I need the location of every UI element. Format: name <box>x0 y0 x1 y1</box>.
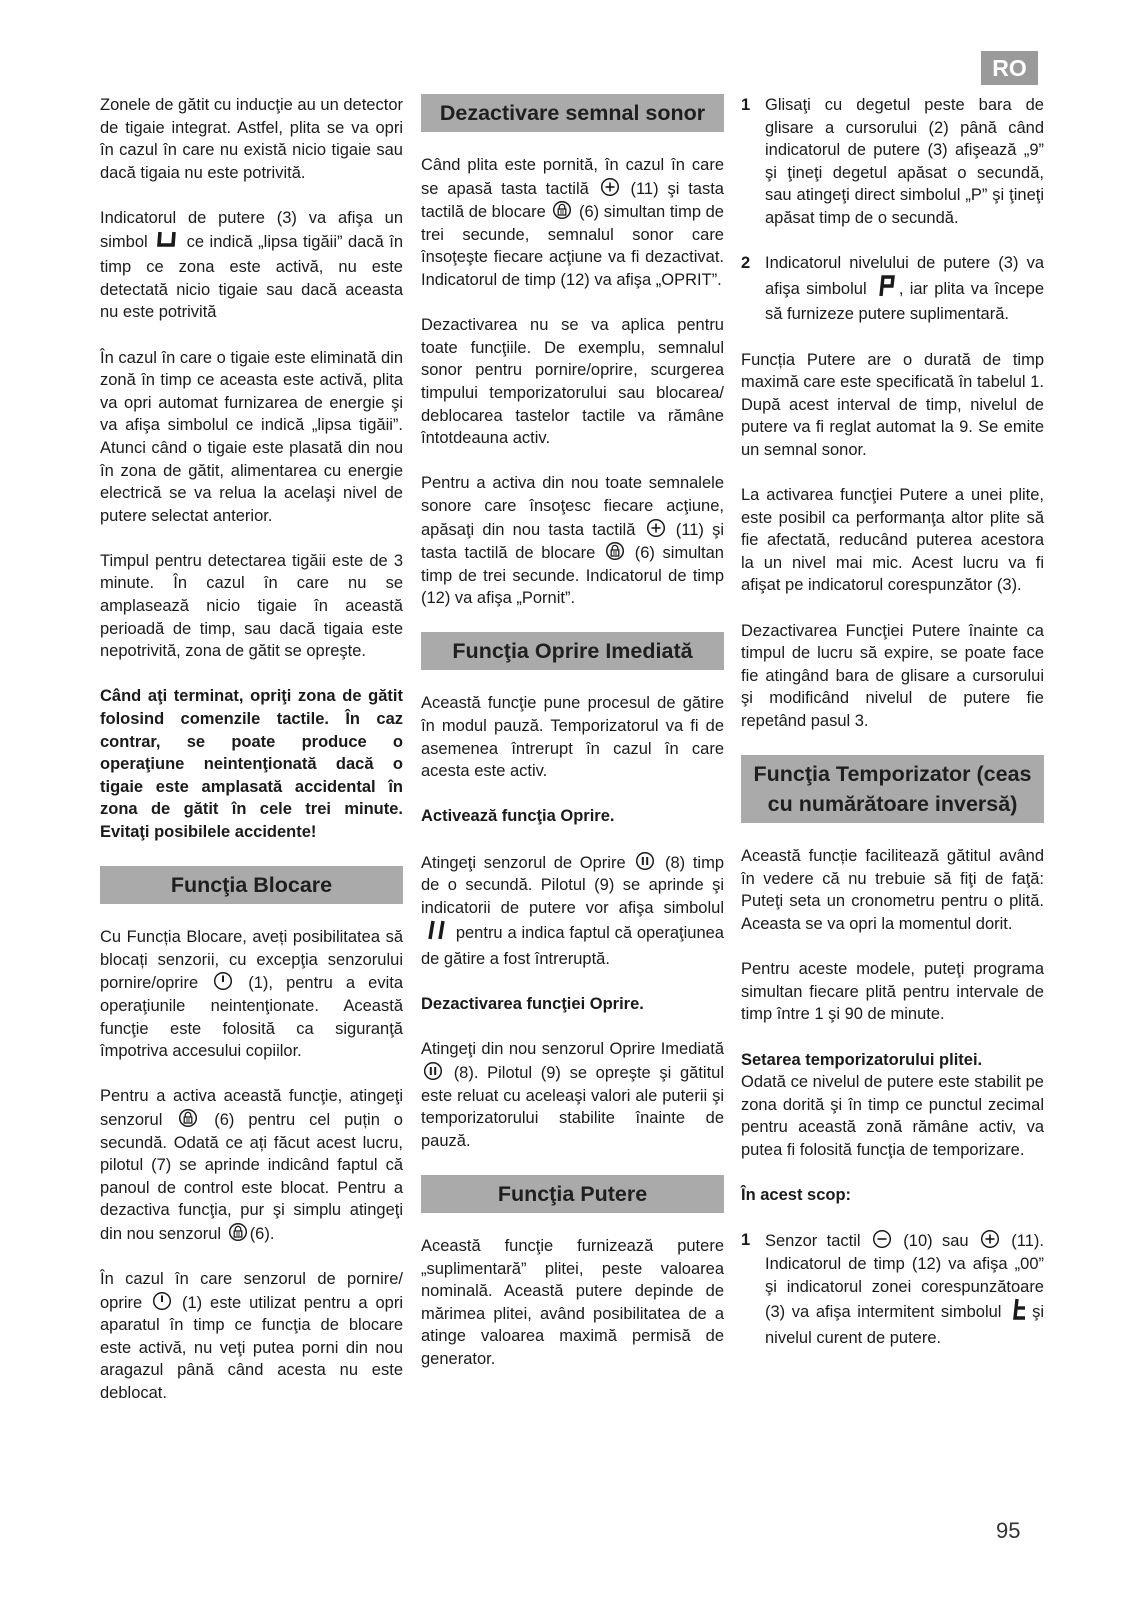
paragraph: Cu Funcția Blocare, aveți posibilitatea să blocați senzorii, cu excepţia senzorului pornire/oprire (1), pentru a evita operaţiunile neintenţionate. Această funcţie este folosită ca siguranţă împotriva accesului copiilor. <box>100 928 403 1061</box>
p-segment-icon <box>876 275 896 304</box>
list-item: 1 Senzor tactil (10) sau (11). Indicatorul de timp (12) va afişa „00” şi indicatorul zonei corespunzătoare (3) va afişa intermitent simbolul şi nivelul curent de putere. <box>741 1231 1044 1347</box>
column-right <box>741 94 1044 1372</box>
language-badge: RO <box>981 51 1038 85</box>
plus-circle-icon <box>646 518 666 538</box>
t-segment-icon <box>1011 1298 1029 1327</box>
column-middle <box>421 94 724 1393</box>
u-segment-icon <box>156 230 178 257</box>
pause-circle-icon <box>423 1061 443 1081</box>
paragraph: Indicatorul de putere (3) va afişa un simbol ce indică „lipsa tigăii” dacă în timp ce zona este activă, nu este detectată nicio tigaie sau dacă aceasta nu este potrivită <box>100 208 403 322</box>
lock-icon <box>178 1108 198 1128</box>
list-item: 1 Glisaţi cu degetul peste bara de glisare a cursorului (2) până când indicatorul de putere (3) afişează „9” şi ţineţi degetul apăsat o secundă, sau atingeţi direct simbolul „P” şi ţineţi apăsat timp de o secundă. <box>741 96 1044 227</box>
steps-list <box>741 94 1044 326</box>
paragraph: La activarea funcţiei Putere a unei plite, este posibil ca performanţa altor plite să fie afectată, reducând puterea acestora la un nivel mai mic. Acest lucru va fi afişat pe indicatorul corespunzător (3). <box>741 486 1044 595</box>
plus-circle-icon <box>980 1229 1000 1249</box>
plus-circle-icon <box>600 177 620 197</box>
column-left <box>100 94 403 1427</box>
steps-list <box>741 1229 1044 1349</box>
paragraph: Pentru a activa această funcţie, atingeţi senzorul (6) pentru cel puțin o secundă. Odată ce ați făcut acest lucru, pilotul (7) se aprinde indicând faptul că panoul de control este blocat. Pentru a dezactiva funcţia, pur şi simplu atingeţi din nou senzorul (6). <box>100 1087 403 1243</box>
paragraph: În cazul în care senzorul de pornire/ oprire (1) este utilizat pentru a opri aparatul în timp ce funcţia de blocare este activă, nu veţi putea porni din nou aragazul până când acesta nu este deblocat. <box>100 1270 403 1403</box>
paragraph: În cazul în care o tigaie este eliminată din zonă în timp ce aceasta este activă, plita va opri automat furnizarea de energie şi va afişa simbolul ce indică „lipsa tigăii”. Atunci când o tigaie este plasată din nou în zona de gătit, alimentarea cu energie electrică se va relua la acelaşi nivel de putere selectat anterior. <box>100 348 403 525</box>
paragraph: Funcția Putere are o durată de timp maximă care este specificată în tabelul 1. După acest interval de timp, nivelul de putere va fi reglat automat la 9. Se emite un semnal sonor. <box>741 350 1044 459</box>
paragraph: Dezactivarea nu se va aplica pentru toate funcţiile. De exemplu, semnalul sonor pentru pornire/oprire, scurgerea timpului temporizatorului sau blocarea/ deblocarea tastelor tactile va rămâne întotdeauna activ. <box>421 316 724 448</box>
lock-icon <box>605 541 625 561</box>
paragraph: Pentru aceste modele, puteţi programa simultan fiecare plită pentru intervale de timp între 1 şi 90 de minute. <box>741 960 1044 1024</box>
paragraph: Când plita este pornită, în cazul în care se apasă tasta tactilă (11) şi tasta tactilă de blocare (6) simultan timp de trei secunde, semnalul sonor care însoţeşte fiecare acţiune va fi dezactivat. Indicatorul de timp (12) va afişa „OPRIT”. <box>421 156 724 289</box>
subheading: Activează funcţia Oprire. <box>421 807 615 826</box>
lock-icon <box>228 1222 248 1242</box>
power-icon <box>152 1291 172 1311</box>
minus-circle-icon <box>872 1229 892 1249</box>
list-item: 2 Indicatorul nivelului de putere (3) va afişa simbolul , iar plita va începe să furnizeze putere suplimentară. <box>741 254 1044 324</box>
section-heading-power: Funcţia Putere <box>421 1175 724 1213</box>
paragraph: Această funcţie pune procesul de gătire în modul pauză. Temporizatorul va fi de asemenea întrerupt în cazul în care acesta este activ. <box>421 694 724 781</box>
section-heading-lock: Funcţia Blocare <box>100 866 403 904</box>
paragraph: Timpul pentru detectarea tigăii este de 3 minute. În cazul în care nu se amplasează nicio tigaie în această perioadă de timp, sau dacă tigaia este nepotrivită, zona de gătit se opreşte. <box>100 551 403 661</box>
paragraph: Această funcţie furnizează putere „suplimentară” plitei, peste valoarea nominală. Această putere depinde de mărimea plitei, având posibilitatea de a atinge valoarea maximă permisă de generator. <box>421 1236 724 1368</box>
page-number: 95 <box>996 1518 1021 1543</box>
subheading: Setarea temporizatorului plitei. <box>741 1050 983 1069</box>
paragraph: Odată ce nivelul de putere este stabilit pe zona dorită şi în timp ce punctul zecimal pentru această zonă rămâne activ, va putea fi folosită funcţia de temporizare. <box>741 1073 1044 1159</box>
subheading: În acest scop: <box>741 1186 852 1205</box>
paragraph: Atingeţi senzorul de Oprire (8) timp de o secundă. Pilotul (9) se aprinde şi indicatorii de putere vor afişa simbolul pentru a indica faptul că operaţiunea de gătire a fost întreruptă. <box>421 851 724 971</box>
section-heading-immediate-stop: Funcţia Oprire Imediată <box>421 632 724 670</box>
paragraph: Această funcție facilitează gătitul având în vedere că nu trebuie să fiţi de faţă: Puteţi seta un cronometru pentru o plită. Aceasta se va opri la momentul dorit. <box>741 847 1044 933</box>
paragraph: Atingeţi din nou senzorul Oprire Imediată (8). Pilotul (9) se opreşte şi gătitul este reluat cu aceleaşi valori ale puterii şi temporizatorului stabilite înainte de pauză. <box>421 1040 724 1150</box>
paragraph: Zonele de gătit cu inducţie au un detector de tigaie integrat. Astfel, plita se va opri în cazul în care nu există nicio tigaie sau dacă tigaia nu este potrivită. <box>100 96 403 182</box>
pause-segment-icon <box>424 919 448 948</box>
section-heading-sound: Dezactivare semnal sonor <box>421 94 724 132</box>
lock-icon <box>552 200 572 220</box>
subheading: Dezactivarea funcţiei Oprire. <box>421 995 644 1014</box>
paragraph: Pentru a activa din nou toate semnalele sonore care însoţesc fiecare acţiune, apăsaţi din nou tasta tactilă (11) şi tasta tactilă de blocare (6) simultan timp de trei secunde. Indicatorul de timp (12) va afişa „Pornit”. <box>421 474 724 608</box>
power-icon <box>213 971 233 991</box>
section-heading-timer: Funcţia Temporizator (ceas cu numărătoare inversă) <box>741 755 1044 823</box>
warning-text: Când aţi terminat, opriţi zona de gătit folosind comenzile tactile. În caz contrar, se poate produce o operaţiune neintenţionată dacă o tigaie este amplasată accidental în zona de gătit în cele trei minute. Evitaţi posibilele accidente! <box>100 687 403 841</box>
paragraph: Dezactivarea Funcţiei Putere înainte ca timpul de lucru să expire, se poate face fie atingând bara de glisare a cursorului şi modificând nivelul de putere fie repetând pasul 3. <box>741 621 1044 731</box>
pause-circle-icon <box>635 851 655 871</box>
